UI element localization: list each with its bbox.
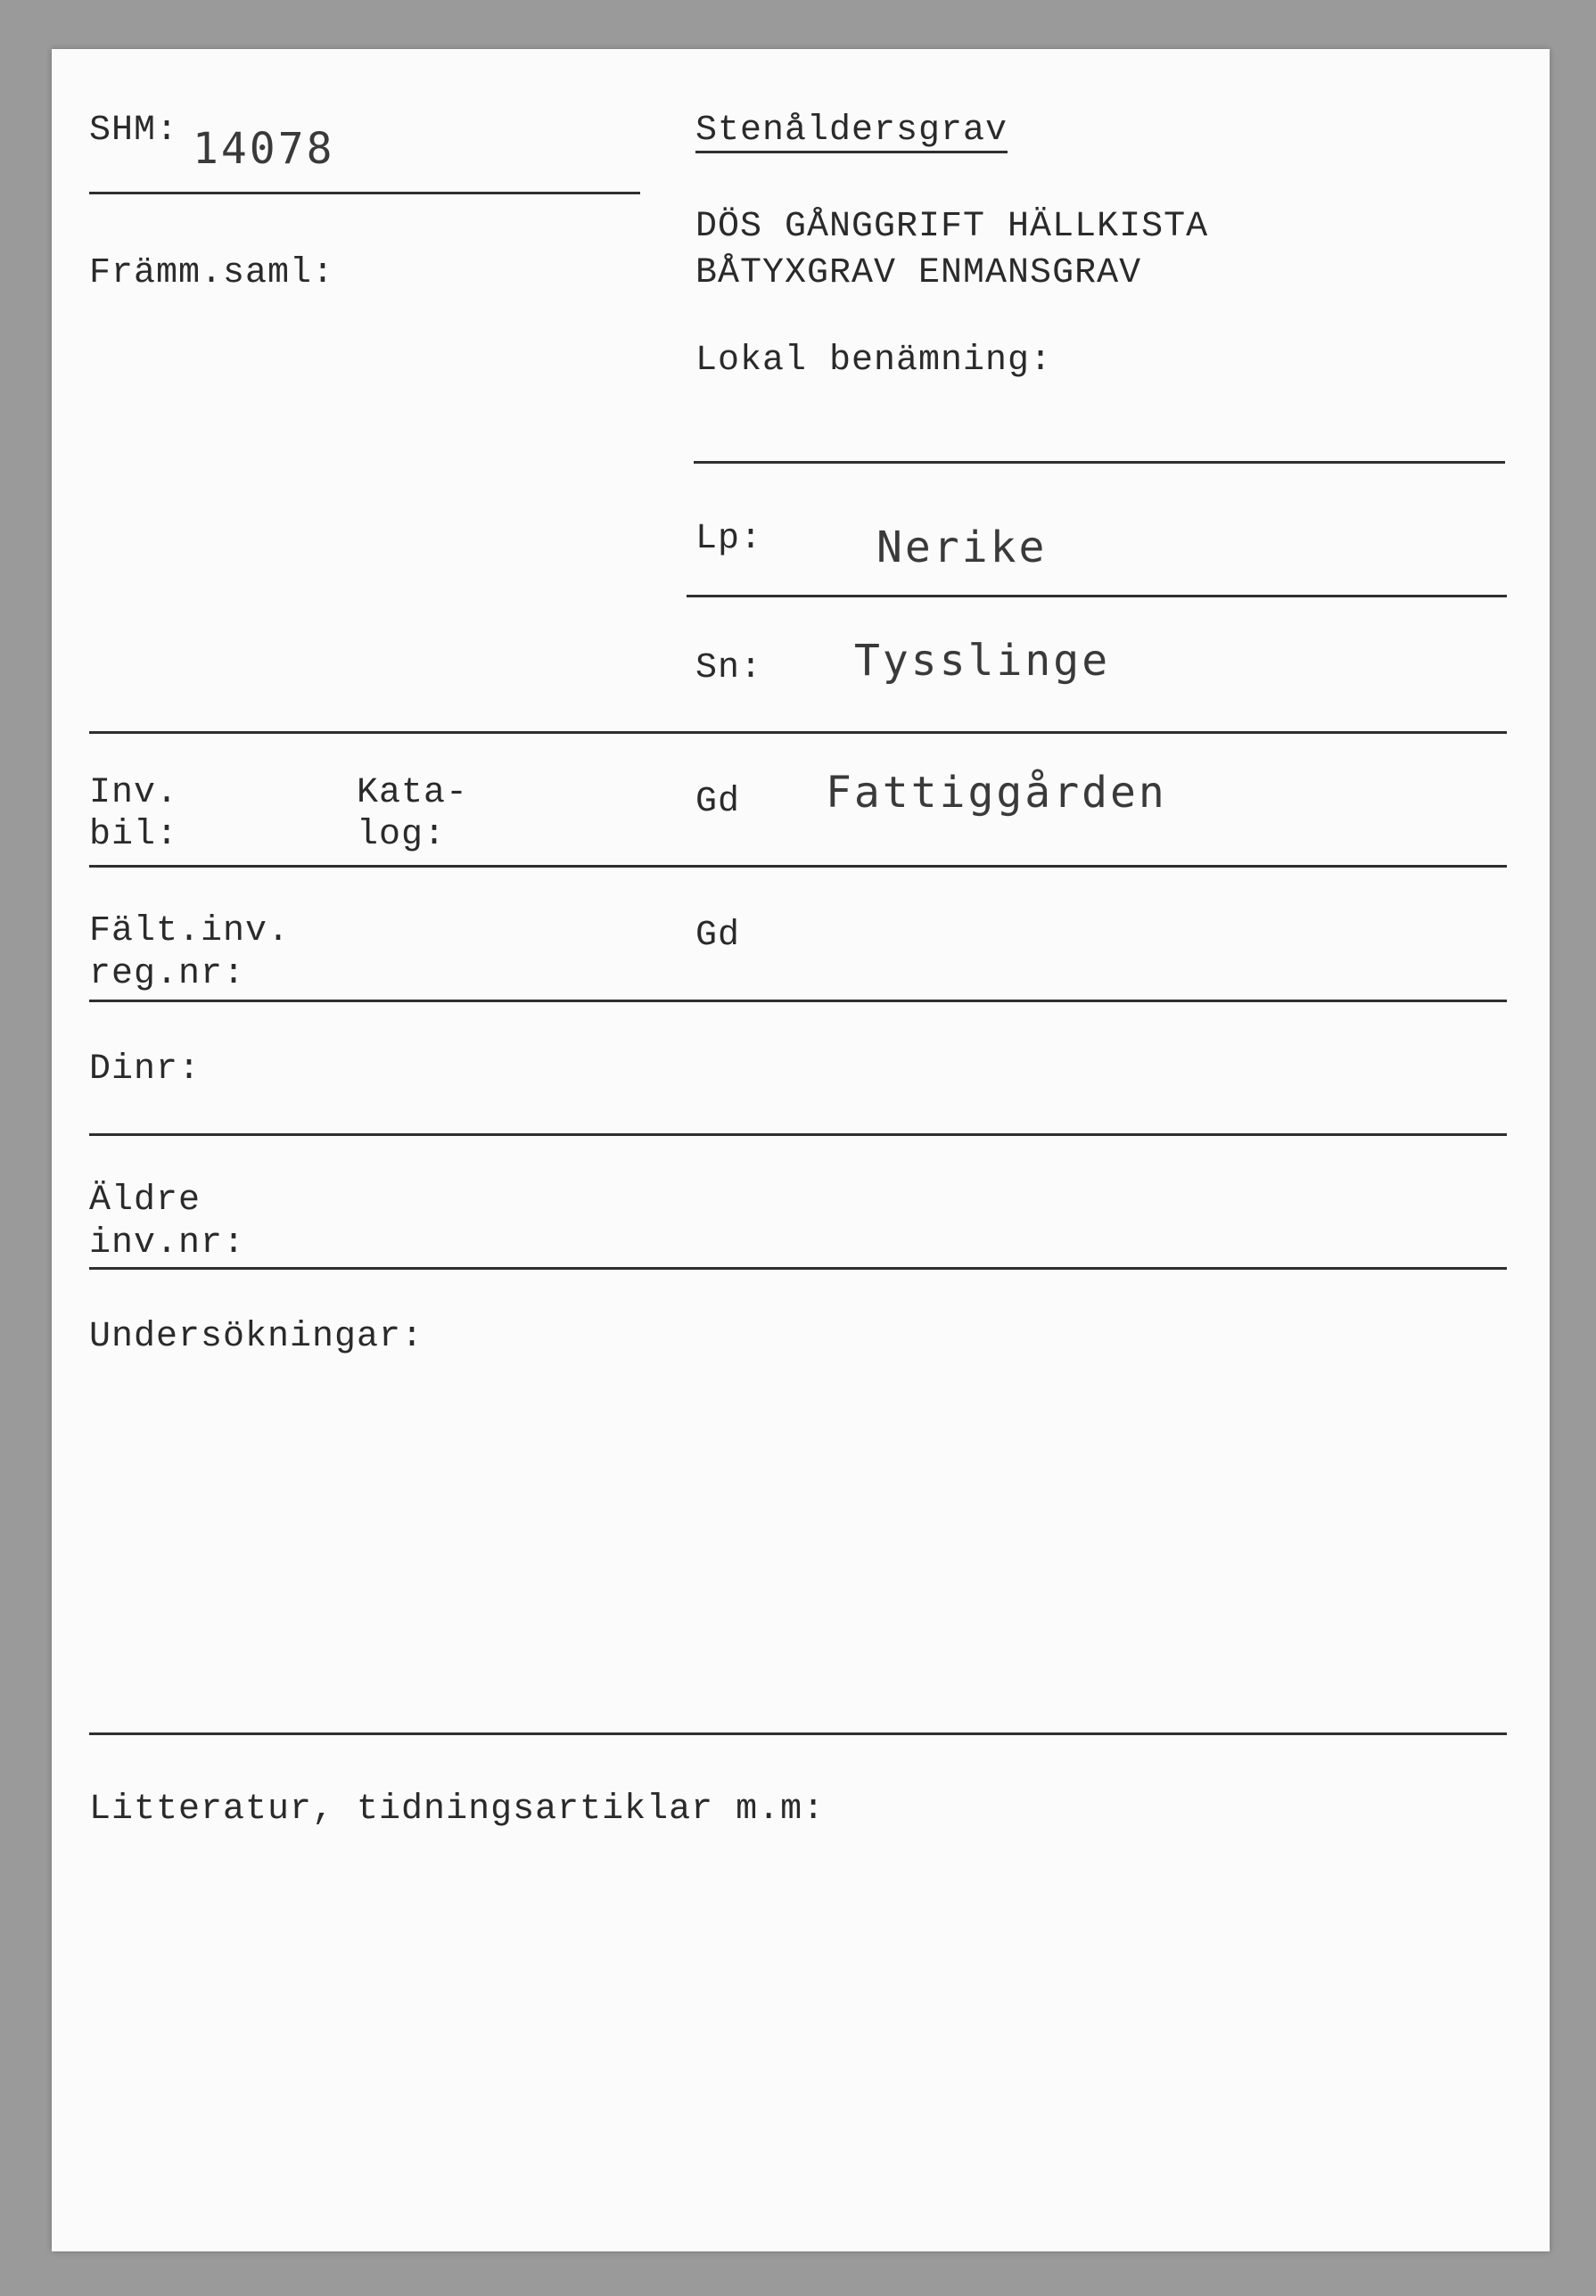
- divider-aldre: [89, 1267, 1507, 1270]
- divider-dinr: [89, 1133, 1507, 1136]
- litteratur-label: Litteratur, tidningsartiklar m.m:: [89, 1790, 826, 1830]
- category-heading: Stenåldersgrav: [695, 113, 1008, 153]
- lokal-benamning-label: Lokal benämning:: [695, 341, 1053, 381]
- divider-undersokningar: [89, 1732, 1507, 1735]
- lp-label: Lp:: [695, 519, 763, 559]
- falt-inv-label-line-1: Fält.inv.: [89, 911, 291, 951]
- falt-inv-label-line-2: reg.nr:: [89, 954, 246, 994]
- katalog-label-line-2: log:: [357, 815, 447, 855]
- grave-types-line-2: BÅTYXGRAV ENMANSGRAV: [695, 253, 1142, 293]
- framm-saml-label: Främm.saml:: [89, 253, 335, 293]
- dinr-label: Dinr:: [89, 1049, 202, 1090]
- shm-value: 14078: [193, 124, 335, 174]
- divider-inv: [89, 865, 1507, 868]
- gd-value-1: Fattiggården: [826, 768, 1167, 818]
- aldre-inv-label-line-1: Äldre: [89, 1181, 202, 1221]
- aldre-inv-label-line-2: inv.nr:: [89, 1223, 246, 1263]
- gd-label-1: Gd: [695, 782, 741, 822]
- lp-value: Nerike: [876, 523, 1048, 572]
- divider-shm: [89, 192, 640, 194]
- grave-types-line-1: DÖS GÅNGGRIFT HÄLLKISTA: [695, 207, 1209, 247]
- shm-label: SHM:: [89, 111, 179, 151]
- katalog-label-line-1: Kata-: [357, 773, 469, 813]
- catalog-card: [52, 49, 1550, 2251]
- sn-value: Tysslinge: [854, 636, 1111, 686]
- undersokningar-label: Undersökningar:: [89, 1317, 424, 1357]
- divider-lokal: [694, 461, 1505, 464]
- divider-lp: [687, 595, 1507, 597]
- sn-label: Sn:: [695, 648, 763, 688]
- inv-bil-label-line-2: bil:: [89, 815, 179, 855]
- divider-sn: [89, 731, 1507, 734]
- inv-bil-label-line-1: Inv.: [89, 773, 179, 813]
- divider-falt: [89, 1000, 1507, 1002]
- gd-label-2: Gd: [695, 916, 741, 956]
